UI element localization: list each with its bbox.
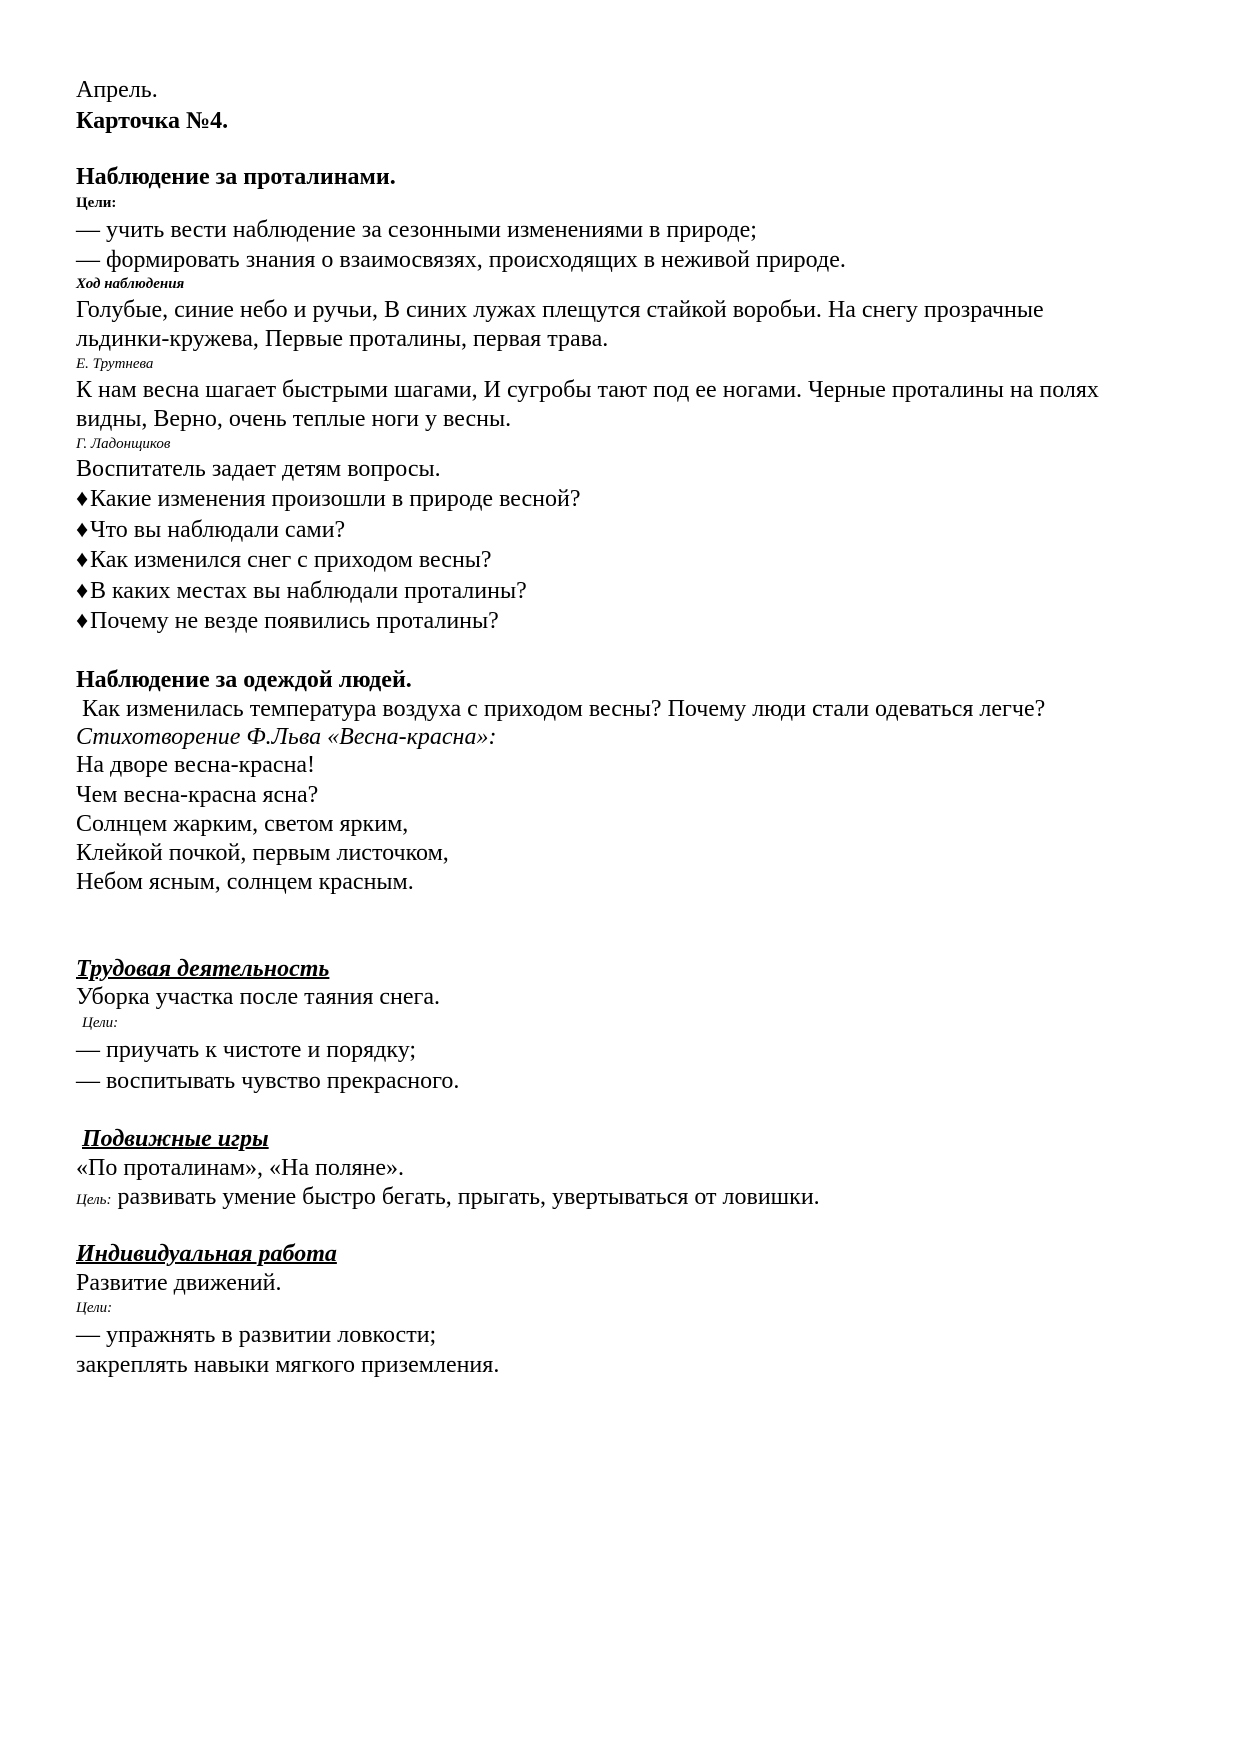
section-title-individual: Индивидуальная работа [76, 1241, 337, 1267]
clothing-question: Как изменилась температура воздуха с приходом весны? Почему люди стали одеваться легче? [82, 696, 1046, 722]
poem-line: видны, Верно, очень теплые ноги у весны. [76, 406, 512, 432]
goal-item: — воспитывать чувство прекрасного. [76, 1068, 460, 1094]
labor-task: Уборка участка после таяния снега. [76, 984, 441, 1010]
goal-item: закреплять навыки мягкого приземления. [76, 1352, 500, 1378]
poem-line: льдинки-кружева, Первые проталины, первая трава. [76, 326, 609, 352]
diamond-bullet-icon: ♦ [76, 608, 89, 634]
goals-label: Цели: [82, 1015, 119, 1031]
poem-line: К нам весна шагает быстрыми шагами, И сугробы тают под ее ногами. Черные проталины на полях [76, 377, 1099, 403]
question-item: ♦Что вы наблюдали сами? [76, 517, 346, 543]
section-title-labor: Трудовая деятельность [76, 956, 330, 982]
goal-item: — учить вести наблюдение за сезонными изменениями в природе; [76, 217, 757, 243]
teacher-intro: Воспитатель задает детям вопросы. [76, 456, 441, 482]
diamond-bullet-icon: ♦ [76, 517, 89, 543]
poem-author: Г. Ладонщиков [76, 436, 171, 452]
goal-item: — упражнять в развитии ловкости; [76, 1322, 437, 1348]
question-item: ♦Почему не везде появились проталины? [76, 608, 499, 634]
poem-author: Е. Трутнева [76, 356, 154, 372]
section-title-clothing: Наблюдение за одеждой людей. [76, 667, 412, 693]
goals-label: Цели: [76, 1300, 113, 1316]
goals-label: Цели: [76, 195, 117, 211]
poem-intro: Стихотворение Ф.Льва «Весна-красна»: [76, 724, 497, 750]
poem-line: Клейкой почкой, первым листочком, [76, 840, 449, 866]
poem-line: Чем весна-красна ясна? [76, 782, 319, 808]
diamond-bullet-icon: ♦ [76, 578, 89, 604]
section-title-games: Подвижные игры [82, 1126, 269, 1152]
diamond-bullet-icon: ♦ [76, 547, 89, 573]
question-item: ♦В каких местах вы наблюдали проталины? [76, 578, 527, 604]
goal-label: Цель: [76, 1192, 112, 1208]
individual-task: Развитие движений. [76, 1270, 282, 1296]
poem-line: Солнцем жарким, светом ярким, [76, 811, 409, 837]
goal-item: — приучать к чистоте и порядку; [76, 1037, 417, 1063]
card-title: Карточка №4. [76, 108, 229, 134]
question-item: ♦Какие изменения произошли в природе весной? [76, 486, 581, 512]
game-names: «По проталинам», «На поляне». [76, 1155, 405, 1181]
month-label: Апрель. [76, 77, 158, 103]
section-title-thaw: Наблюдение за проталинами. [76, 164, 396, 190]
course-label: Ход наблюдения [76, 276, 185, 292]
poem-line: Небом ясным, солнцем красным. [76, 869, 414, 895]
diamond-bullet-icon: ♦ [76, 486, 89, 512]
poem-line: Голубые, синие небо и ручьи, В синих лужах плещутся стайкой воробьи. На снегу прозрачные [76, 297, 1044, 323]
game-goal: Цель: развивать умение быстро бегать, прыгать, увертываться от ловишки. [76, 1184, 820, 1210]
poem-line: На дворе весна-красна! [76, 752, 316, 778]
question-item: ♦Как изменился снег с приходом весны? [76, 547, 492, 573]
goal-item: — формировать знания о взаимосвязях, происходящих в неживой природе. [76, 247, 846, 273]
